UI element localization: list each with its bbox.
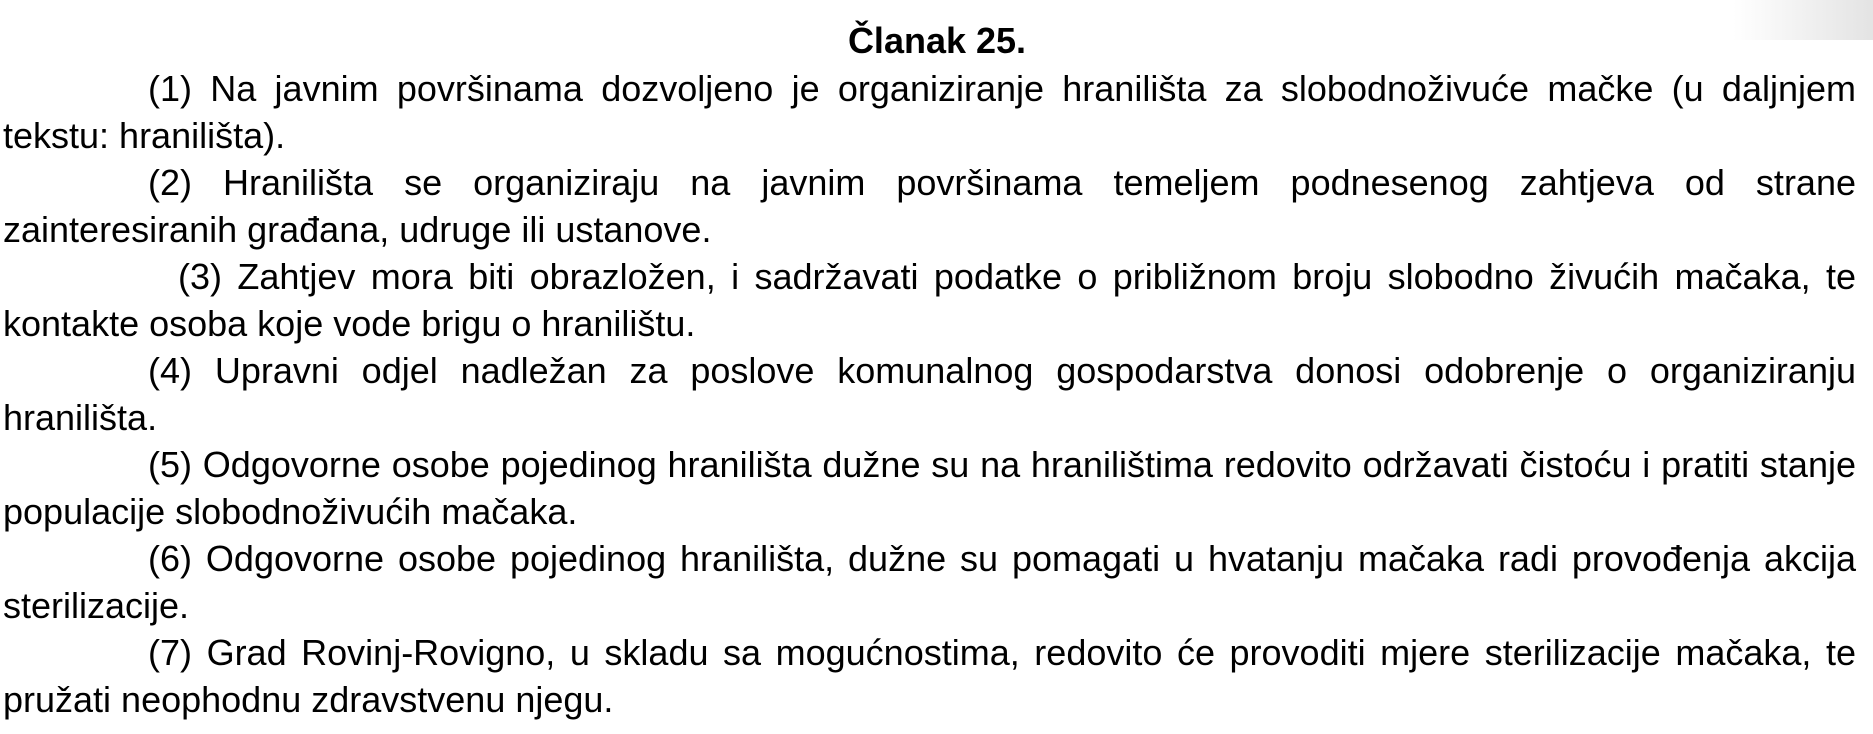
paragraph-1: (1) Na javnim površinama dozvoljeno je organiziranje hranilišta za slobodnoživuće mačke (u daljnjem tekstu: hranilišta). — [3, 68, 1856, 156]
paragraph-7: (7) Grad Rovinj-Rovigno, u skladu sa mogućnostima, redovito će provoditi mjere sterilizacije mačaka, te pružati neophodnu zdravstvenu njegu. — [3, 632, 1856, 720]
paragraph-5: (5) Odgovorne osobe pojedinog hranilišta dužne su na hranilištima redovito održavati čistoću i pratiti stanje populacije slobodnoživućih mačaka. — [3, 444, 1856, 532]
article-body — [3, 16, 1856, 723]
paragraph-4: (4) Upravni odjel nadležan za poslove komunalnog gospodarstva donosi odobrenje o organiziranju hranilišta. — [3, 350, 1856, 438]
article-heading: Članak 25. — [847, 20, 1027, 61]
paragraph-3: (3) Zahtjev mora biti obrazložen, i sadržavati podatke o približnom broju slobodno živućih mačaka, te kontakte osoba koje vode brigu o hranilištu. — [3, 256, 1856, 344]
paragraph-6: (6) Odgovorne osobe pojedinog hranilišta, dužne su pomagati u hvatanju mačaka radi provođenja akcija sterilizacije. — [3, 538, 1856, 626]
paragraph-2: (2) Hranilišta se organiziraju na javnim površinama temeljem podnesenog zahtjeva od strane zainteresiranih građana, udruge ili ustanove. — [3, 162, 1856, 250]
